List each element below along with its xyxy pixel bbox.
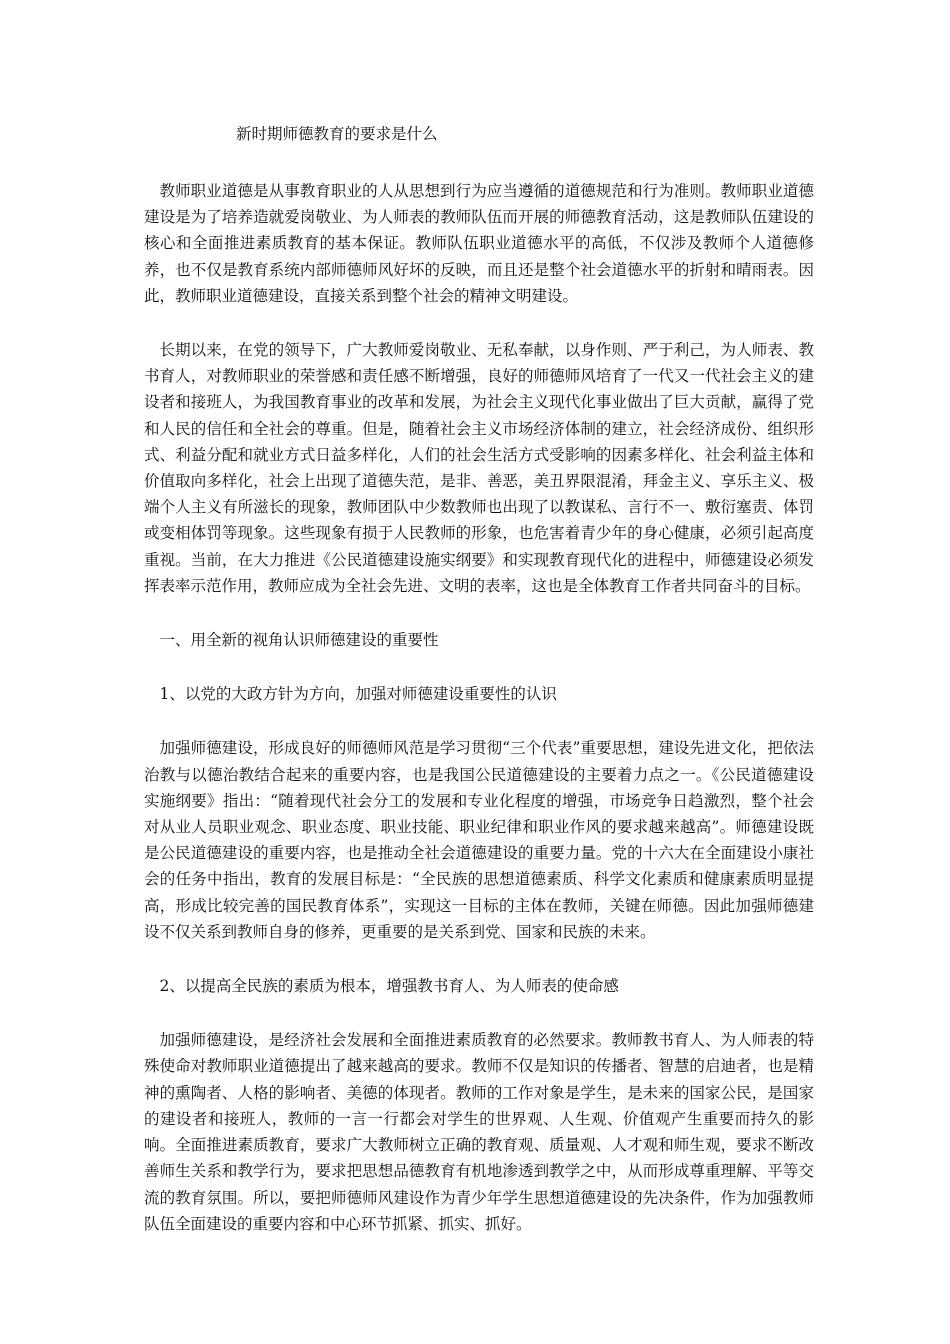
subsection-heading-1: 1、以党的大政方针为方向，加强对师德建设重要性的认识: [159, 685, 557, 704]
document-title: 新时期师德教育的要求是什么: [236, 125, 438, 143]
subsection-heading-2: 2、以提高全民族的素质为根本，增强教书育人、为人师表的使命感: [159, 977, 619, 996]
section-heading-1: 一、用全新的视角认识师德建设的重要性: [159, 631, 439, 650]
paragraph-subsection-1: 加强师德建设，形成良好的师德师风范是学习贯彻“三个代表”重要思想，建设先进文化，把依法治教与以德治教结合起来的重要内容，也是我国公民道德建设的主要着力点之一。《公民道德建设实施纲要》指出：“随着现代社会分工的发展和专业化程度的增强，市场竞争日趋激烈，整个社会对从业人员职业观念、职业态度、职业技能、职业纪律和职业作风的要求越来越高”。师德建设既是公民道德建设的重要内容，也是推动全社会道德建设的重要力量。党的十六大在全面建设小康社会的任务中指出，教育的发展目标是：“全民族的思想道德素质、科学文化素质和健康素质明显提高，形成比较完善的国民教育体系”，实现这一目标的主体在教师，关键在师德。因此加强师德建设不仅关系到教师自身的修养，更重要的是关系到党、国家和民族的未来。: [144, 739, 814, 941]
paragraph-subsection-2: 加强师德建设，是经济社会发展和全面推进素质教育的必然要求。教师教书育人、为人师表的特殊使命对教师职业道德提出了越来越高的要求。教师不仅是知识的传播者、智慧的启迪者，也是精神的熏陶者、人格的影响者、美德的体现者。教师的工作对象是学生，是未来的国家公民，是国家的建设者和接班人，教师的一言一行都会对学生的世界观、人生观、价值观产生重要而持久的影响。全面推进素质教育，要求广大教师树立正确的教育观、质量观、人才观和师生观，要求不断改善师生关系和教学行为，要求把思想品德教育有机地渗透到教学之中，从而形成尊重理解、平等交流的教育氛围。所以，要把师德师风建设作为青少年学生思想道德建设的先决条件，作为加强教师队伍全面建设的重要内容和中心环节抓紧、抓实、抓好。: [144, 1031, 814, 1233]
paragraph-background: 长期以来，在党的领导下，广大教师爱岗敬业、无私奉献，以身作则、严于利己，为人师表、教书育人，对教师职业的荣誉感和责任感不断增强，良好的师德师风培育了一代又一代社会主义的建设者和接班人，为我国教育事业的改革和发展，为社会主义现代化事业做出了巨大贡献，赢得了党和人民的信任和全社会的尊重。但是，随着社会主义市场经济体制的建立，社会经济成份、组织形式、利益分配和就业方式日益多样化，人们的社会生活方式受影响的因素多样化、社会利益主体和价值取向多样化，社会上出现了道德失范，是非、善恶，美丑界限混淆，拜金主义、享乐主义、极端个人主义有所滋长的现象，教师团队中少数教师也出现了以教谋私、言行不一、敷衍塞责、体罚或变相体罚等现象。这些现象有损于人民教师的形象，也危害着青少年的身心健康，必须引起高度重视。当前，在大力推进《公民道德建设施实纲要》和实现教育现代化的进程中，师德建设必须发挥表率示范作用，教师应成为全社会先进、文明的表率，这也是全体教育工作者共同奋斗的目标。: [144, 341, 814, 595]
document-page: [144, 122, 814, 1265]
paragraph-intro: 教师职业道德是从事教育职业的人从思想到行为应当遵循的道德规范和行为准则。教师职业道德建设是为了培养造就爱岗敬业、为人师表的教师队伍而开展的师德教育活动，这是教师队伍建设的核心和全面推进素质教育的基本保证。教师队伍职业道德水平的高低，不仅涉及教师个人道德修养，也不仅是教育系统内部师德师风好坏的反映，而且还是整个社会道德水平的折射和晴雨表。因此，教师职业道德建设，直接关系到整个社会的精神文明建设。: [144, 182, 814, 305]
